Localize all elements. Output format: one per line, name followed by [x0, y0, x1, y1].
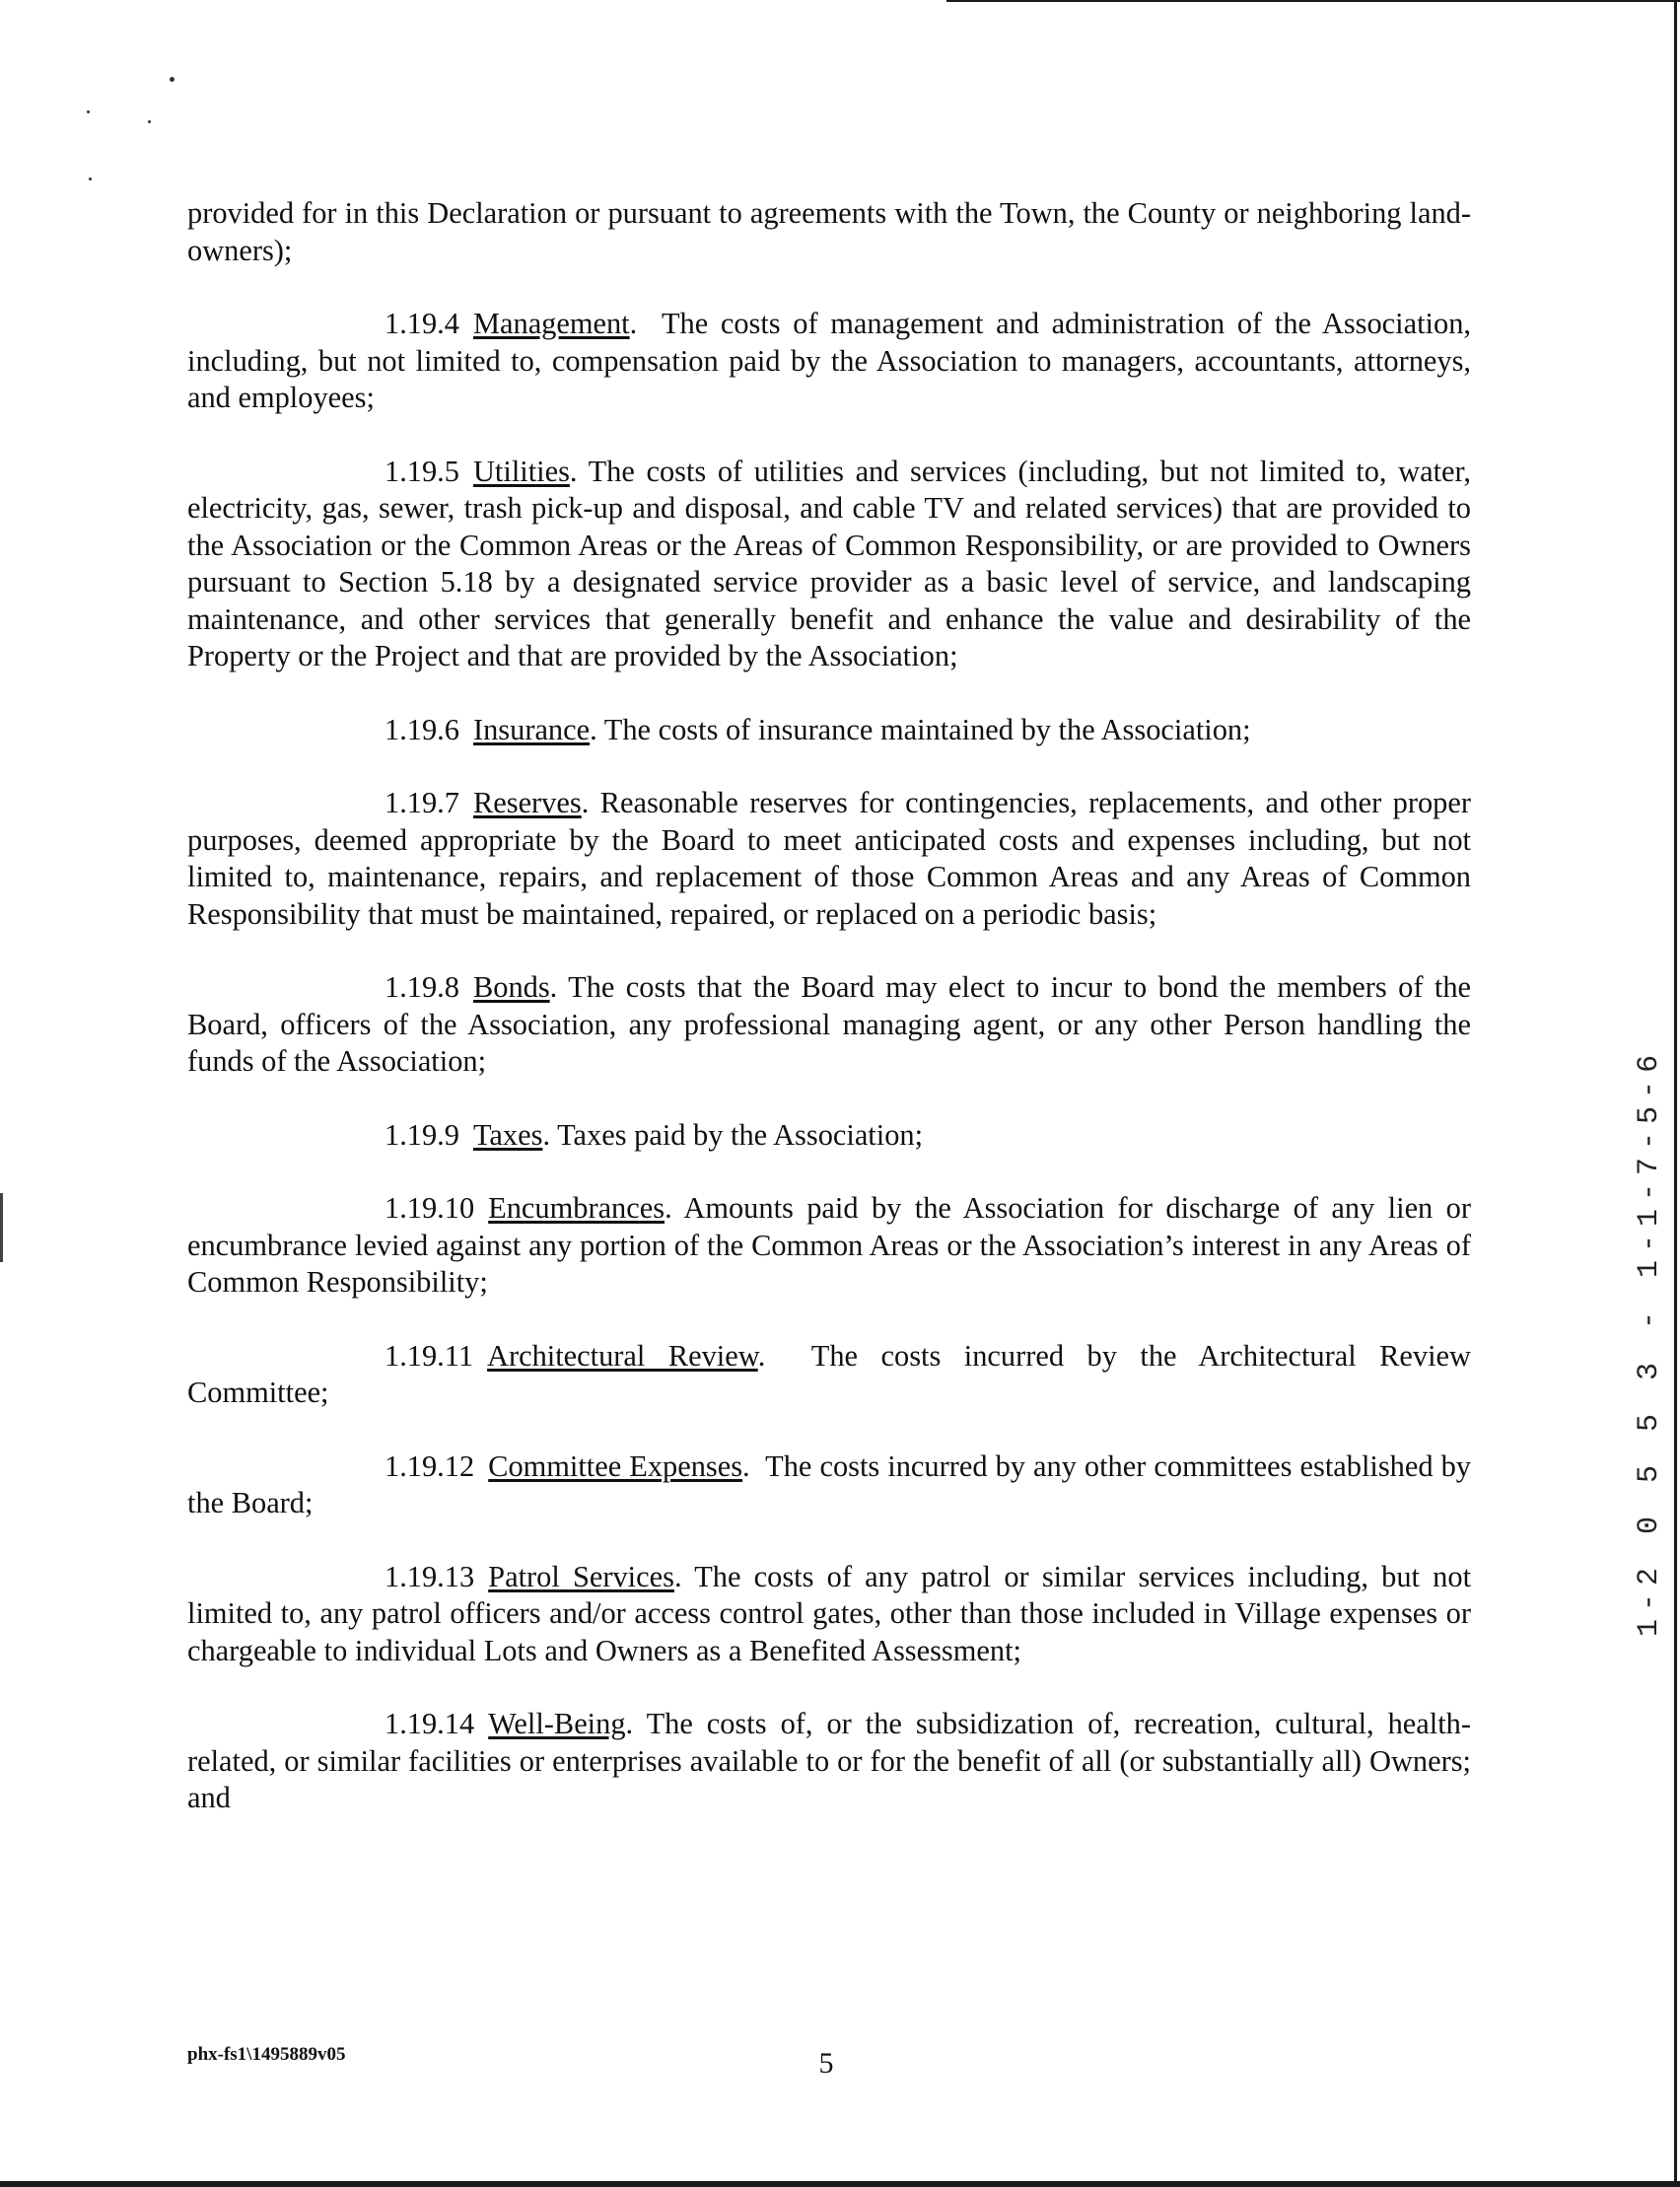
section-text: Reasonable reserves for contingencies, replacements, and other proper purposes, deemed appropriate by the Board to meet anticipated costs and expenses including, but not limited to, maintenance, repairs, and replacement of those Common Areas and any Areas of Common Responsibility that must be maintained, repaired, or replaced on a periodic basis; — [187, 786, 1471, 931]
section-1-19-7: 1.19.7 Reserves. Reasonable reserves for contingencies, replacements, and other proper purposes, deemed appropriate by the Board to meet anticipated costs and expenses including, but not limited to, maintenance, repairs, and replacement of those Common Areas and any Areas of Common Responsibility that must be maintained, repaired, or replaced on a periodic basis; — [187, 786, 1471, 931]
section-number: 1.19.14 — [385, 1707, 475, 1740]
section-1-19-13: 1.19.13 Patrol Services. The costs of any patrol or similar services including, but not limited to, any patrol officers and/or access control gates, other than those included in Village expenses or chargeable to individual Lots and Owners as a Benefited Assessment; — [187, 1559, 1472, 1667]
section-1-19-9: 1.19.9 Taxes. Taxes paid by the Association; — [385, 1117, 924, 1152]
section-heading: Insurance — [472, 712, 591, 746]
section-1-19-12: 1.19.12 Committee Expenses. The costs incurred by any other committees established by the Board; — [187, 1448, 1471, 1519]
section-text: The costs that the Board may elect to incur to bond the members of the Board, officers of the Association, any professional managing agent, or any other Person handling the funds of the Association; — [187, 970, 1471, 1078]
scan-top-edge — [946, 0, 1680, 2]
section-heading: Management — [472, 307, 630, 340]
section-heading: Taxes — [472, 1117, 543, 1152]
section-text: The costs of management and administration of the Association, including, but not limited to, compensation paid by the Association to managers, accountants, attorneys, and employees; — [187, 307, 1471, 414]
scan-right-edge — [1674, 0, 1677, 2187]
section-text: The costs incurred by the Architectural Review Committee; — [187, 1338, 1471, 1409]
section-1-19-11: 1.19.11 Architectural Review. The costs incurred by the Architectural Review Committee; — [187, 1338, 1471, 1409]
section-text: The costs of, or the subsidization of, recreation, cultural, health-related, or similar facilities or enterprises available to or for the benefit of all (or substantially all) Owners; and — [187, 1707, 1471, 1814]
section-number: 1.19.12 — [385, 1448, 475, 1483]
section-number: 1.19.8 — [385, 970, 459, 1004]
section-heading: Well-Being — [488, 1707, 626, 1740]
section-text: Amounts paid by the Association for discharge of any lien or encumbrance levied against any portion of the Common Areas or the Association’s interest in any Areas of Common Responsibility; — [187, 1191, 1471, 1299]
section-heading: Architectural Review — [487, 1338, 758, 1373]
document-body — [187, 195, 1471, 1817]
scan-left-mark — [0, 1193, 3, 1262]
section-number: 1.19.10 — [385, 1191, 475, 1225]
section-text: The costs of utilities and services (including, but not limited to, water, electricity, gas, sewer, trash pick-up and disposal, and cable TV and related services) that are provided to the Association or the Common Areas or the Areas of Common Responsibility, or are provided to Owners pursuant to Section 5.18 by a designated service provider as a basic level of service, and landscaping maintenance, and other services that generally benefit and enhance the value and desirability of the Property or the Project and that are provided by the Association; — [187, 454, 1471, 672]
scan-speck — [87, 110, 90, 113]
section-number: 1.19.4 — [385, 307, 459, 340]
section-heading: Reserves — [472, 786, 582, 819]
section-1-19-10: 1.19.10 Encumbrances. Amounts paid by the Association for discharge of any lien or encumbrance levied against any portion of the Common Areas or the Association’s interest in any Areas of Common Responsibility; — [187, 1191, 1471, 1299]
section-number: 1.19.7 — [385, 786, 459, 819]
section-heading: Bonds — [472, 970, 550, 1004]
scan-bottom-edge — [0, 2181, 1680, 2187]
section-heading: Utilities — [472, 454, 570, 488]
page-number: 5 — [818, 2047, 834, 2080]
scan-speck — [89, 177, 92, 180]
section-heading: Committee Expenses — [488, 1448, 743, 1483]
section-1-19-6: 1.19.6 Insurance. The costs of insurance maintained by the Association; — [385, 712, 1251, 746]
section-1-19-4: 1.19.4 Management. The costs of management and administration of the Association, including, but not limited to, compensation paid by the Association to managers, accountants, attorneys, and employees; — [187, 307, 1471, 414]
section-text: The costs of any patrol or similar services including, but not limited to, any patrol officers and/or access control gates, other than those included in Village expenses or chargeable to individual Lots and Owners as a Benefited Assessment; — [187, 1559, 1472, 1667]
section-text: The costs of insurance maintained by the Association; — [603, 712, 1251, 746]
side-recording-stamp: 1-2 0 5 5 3 - 1-1-7-5-6 — [1633, 1046, 1666, 1637]
section-1-19-14: 1.19.14 Well-Being. The costs of, or the subsidization of, recreation, cultural, health-related, or similar facilities or enterprises available to or for the benefit of all (or substantially all) Owners; and — [187, 1707, 1471, 1814]
section-number: 1.19.5 — [385, 454, 459, 488]
section-number: 1.19.6 — [385, 712, 459, 746]
scan-speck — [148, 120, 151, 123]
section-number: 1.19.9 — [385, 1117, 459, 1152]
footer-document-id: phx-fs1\1495889v05 — [187, 2044, 346, 2065]
scan-speck — [170, 77, 175, 82]
section-heading: Encumbrances — [488, 1191, 665, 1225]
section-number: 1.19.11 — [385, 1338, 474, 1373]
continuation-paragraph: provided for in this Declaration or pursuant to agreements with the Town, the County or neighboring land-owners); — [187, 196, 1471, 267]
section-text: Taxes paid by the Association; — [557, 1117, 924, 1152]
section-number: 1.19.13 — [385, 1559, 475, 1593]
section-1-19-5: 1.19.5 Utilities. The costs of utilities and services (including, but not limited to, water, electricity, gas, sewer, trash pick-up and disposal, and cable TV and related services) that are provided to the Association or the Common Areas or the Areas of Common Responsibility, or are provided to Owners pursuant to Section 5.18 by a designated service provider as a basic level of service, and landscaping maintenance, and other services that generally benefit and enhance the value and desirability of the Property or the Project and that are provided by the Association; — [187, 454, 1471, 672]
section-text: The costs incurred by any other committees established by the Board; — [187, 1448, 1471, 1519]
section-heading: Patrol Services — [488, 1559, 674, 1593]
section-1-19-8: 1.19.8 Bonds. The costs that the Board may elect to incur to bond the members of the Board, officers of the Association, any professional managing agent, or any other Person handling the funds of the Association; — [187, 970, 1471, 1078]
